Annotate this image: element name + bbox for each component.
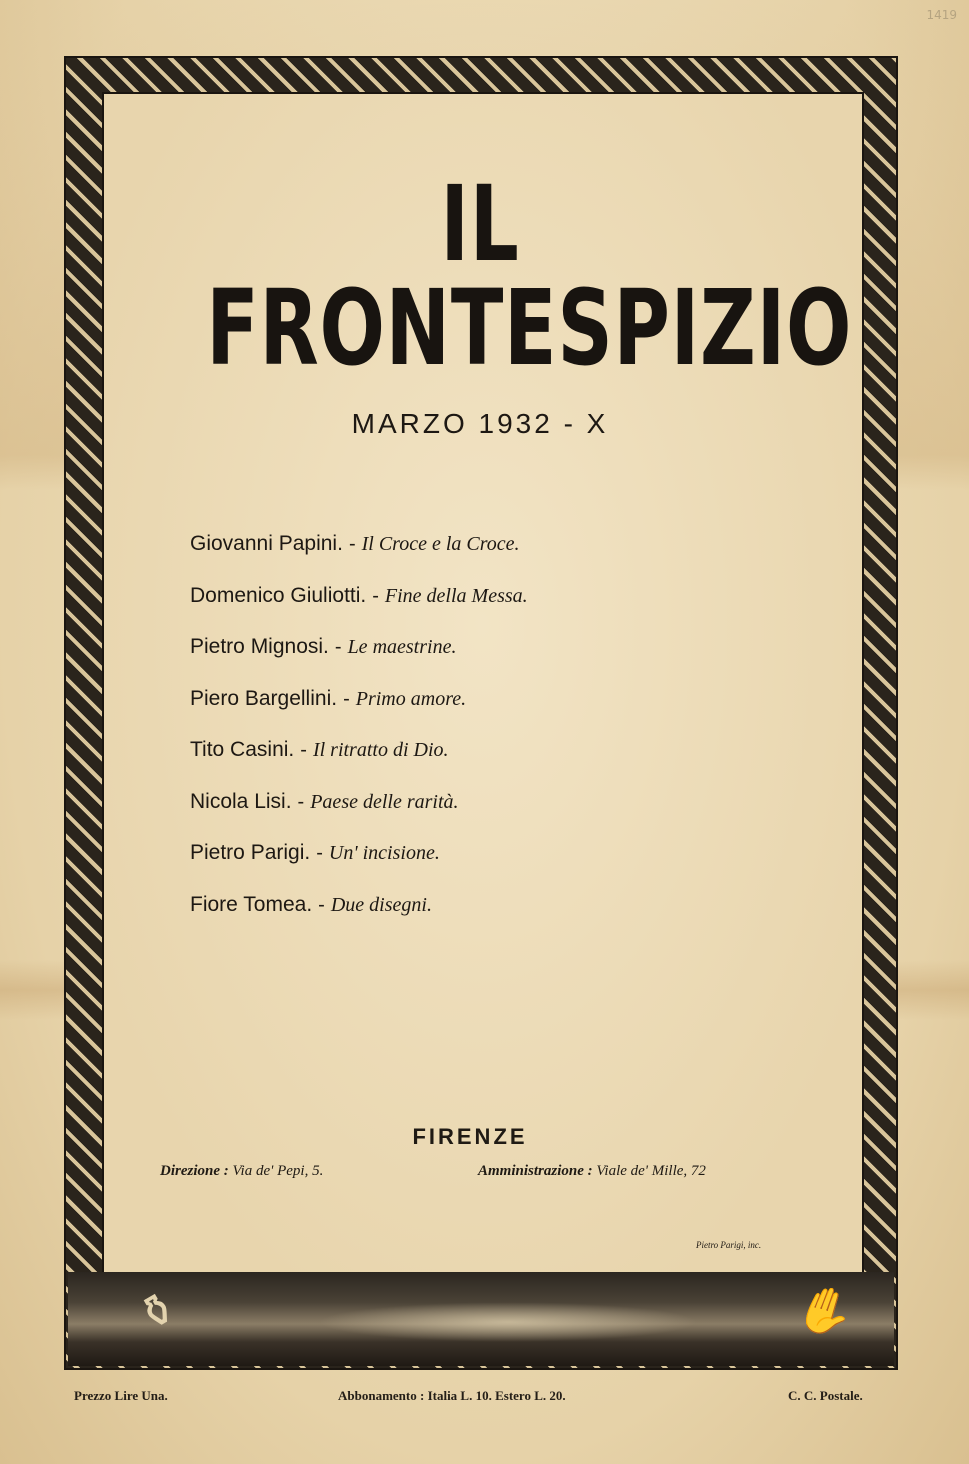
subscription-text: Abbonamento : Italia L. 10. Estero L. 20. <box>338 1388 566 1403</box>
direzione-value: Via de' Pepi, 5. <box>232 1163 324 1179</box>
entry-title: Due disegni. <box>330 893 432 916</box>
entry-separator: - <box>348 533 356 555</box>
entry-separator: - <box>297 790 305 813</box>
direzione-address <box>160 1163 323 1180</box>
entry-title: Paese delle rarità. <box>310 790 459 813</box>
publication-city: FIRENZE <box>412 1124 528 1149</box>
direzione-label: Direzione : <box>160 1163 229 1179</box>
entry-separator: - <box>316 842 323 864</box>
horizon-light <box>318 1302 698 1342</box>
entry-author: Nicola Lisi. <box>190 789 292 813</box>
contents-entry <box>190 681 810 733</box>
contents-entry <box>190 732 810 784</box>
entry-title: Fine della Messa. <box>384 584 528 607</box>
contents-entry <box>190 835 810 887</box>
entry-author: Tito Casini. <box>190 738 295 761</box>
entry-separator: - <box>343 687 350 710</box>
entry-author: Fiore Tomea. <box>190 892 313 916</box>
issue-date: MARZO 1932 - X <box>351 408 609 439</box>
engraved-landscape-illustration <box>68 1272 894 1366</box>
entry-author: Piero Bargellini. <box>190 686 338 710</box>
entry-separator: - <box>318 893 325 916</box>
fallen-column-icon: ⚱ <box>127 1277 188 1345</box>
entry-title: Il ritratto di Dio. <box>312 739 449 761</box>
postal-text: C. C. Postale. <box>788 1388 863 1403</box>
entry-author: Giovanni Papini. <box>190 532 343 555</box>
entry-title: Le maestrine. <box>347 636 457 658</box>
entry-separator: - <box>300 739 307 761</box>
amministrazione-value: Viale de' Mille, 72 <box>596 1163 706 1179</box>
engraver-credit: Pietro Parigi, inc. <box>696 1240 762 1250</box>
entry-author: Pietro Mignosi. <box>190 635 329 658</box>
entry-title: Primo amore. <box>355 687 467 710</box>
amministrazione-label: Amministrazione : <box>478 1163 593 1179</box>
magazine-title: IL FRONTESPIZIO <box>206 163 853 389</box>
entry-author: Pietro Parigi. <box>190 841 311 864</box>
contents-entry <box>190 578 810 630</box>
entry-separator: - <box>334 636 342 658</box>
price-text: Prezzo Lire Una. <box>74 1388 168 1403</box>
hand-icon: ✋ <box>789 1275 862 1347</box>
entry-title: Un' incisione. <box>328 842 440 864</box>
entry-title: Il Croce e la Croce. <box>361 533 520 555</box>
contents-entry <box>190 629 810 681</box>
entry-author: Domenico Giuliotti. <box>190 583 367 607</box>
table-of-contents <box>190 526 810 938</box>
contents-entry <box>190 887 810 939</box>
contents-entry <box>190 784 810 836</box>
contents-entry <box>190 526 810 578</box>
corner-mark: 1419 <box>926 8 957 22</box>
amministrazione-address <box>478 1163 706 1180</box>
entry-separator: - <box>372 584 379 607</box>
